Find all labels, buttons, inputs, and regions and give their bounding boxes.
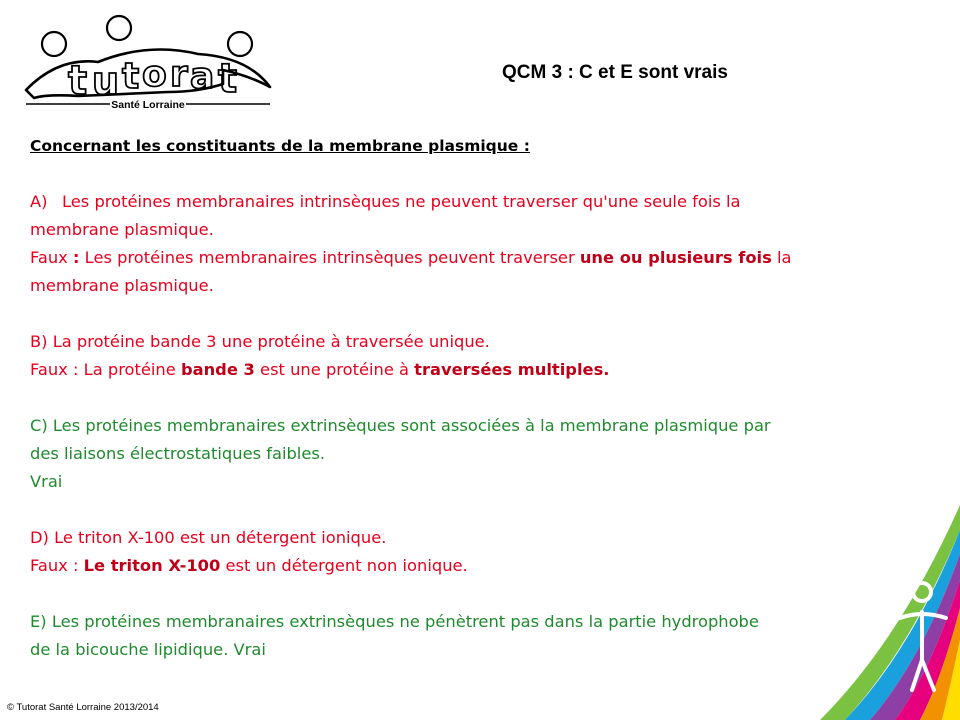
option-c-statement-cont: des liaisons électrostatiques faibles. (30, 444, 326, 463)
logo-letter-o: o (142, 54, 167, 95)
option-d-answer: Faux : Le triton X-100 est un détergent non ionique. (30, 556, 468, 575)
logo-letter-t2: t (122, 56, 140, 97)
logo-letter-u: u (92, 59, 120, 103)
logo-subtitle: Santé Lorraine (111, 99, 185, 111)
option-c-statement: C) Les protéines membranaires extrinsèques sont associées à la membrane plasmique par (30, 416, 771, 435)
logo-letter-t1: t (68, 58, 88, 104)
logo-letter-a: a (190, 56, 215, 97)
option-e-statement-cont: de la bicouche lipidique. Vrai (30, 640, 266, 659)
tutorat-logo (18, 12, 278, 124)
option-a-statement-cont: membrane plasmique. (30, 220, 214, 239)
option-a-statement: A) Les protéines membranaires intrinsèques ne peuvent traverser qu'une seule fois la (30, 192, 741, 211)
option-d-statement: D) Le triton X-100 est un détergent ionique. (30, 528, 387, 547)
option-b-statement: B) La protéine bande 3 une protéine à traversée unique. (30, 332, 490, 351)
option-a-answer: Faux : Les protéines membranaires intrinsèques peuvent traverser une ou plusieurs fois la (30, 248, 792, 267)
rainbow-swoosh-decoration (700, 490, 960, 720)
option-a-answer-cont: membrane plasmique. (30, 276, 214, 295)
question-heading: Concernant les constituants de la membrane plasmique : (30, 137, 530, 155)
option-b-answer: Faux : La protéine bande 3 est une protéine à traversées multiples. (30, 360, 610, 379)
slide-title: QCM 3 : C et E sont vrais (502, 62, 728, 83)
option-e-statement: E) Les protéines membranaires extrinsèques ne pénètrent pas dans la partie hydrophobe (30, 612, 759, 631)
logo-letter-t3: t (218, 56, 238, 102)
logo-letter-r: r (170, 54, 188, 95)
option-c-answer: Vrai (30, 472, 63, 491)
footer-copyright: © Tutorat Santé Lorraine 2013/2014 (7, 702, 159, 713)
